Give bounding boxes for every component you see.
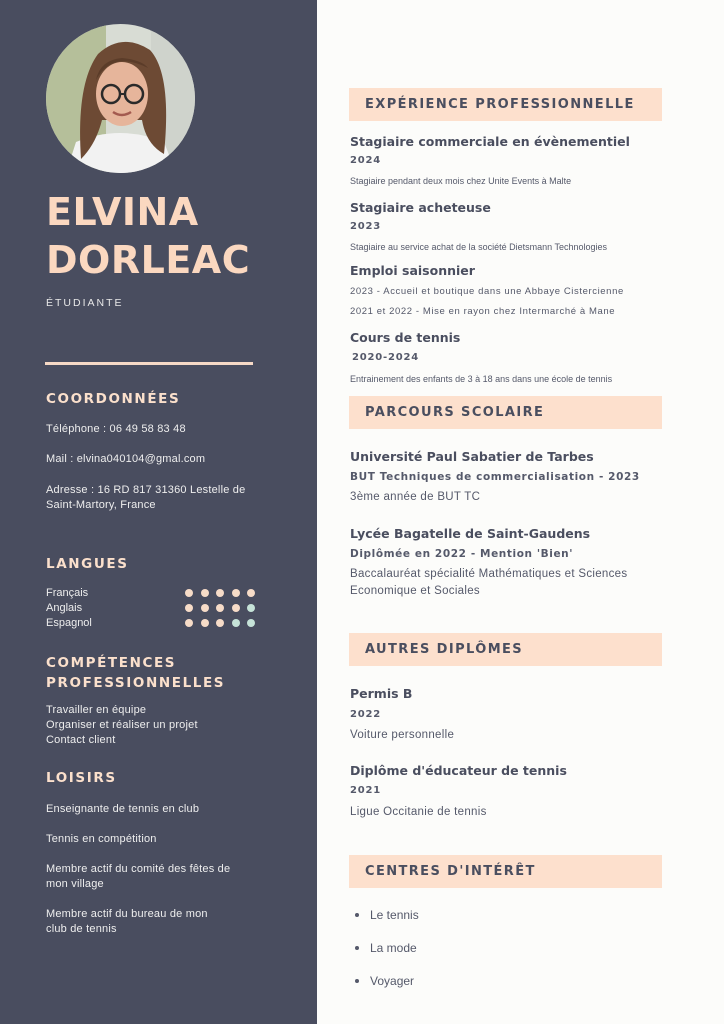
skills-heading-line1: COMPÉTENCES [46, 655, 177, 671]
diploma-desc: Voiture personnelle [350, 729, 455, 741]
level-dot-filled [247, 589, 255, 597]
job-title: Stagiaire acheteuse [350, 200, 491, 215]
school-name: Lycée Bagatelle de Saint-Gaudens [350, 526, 591, 541]
language-label: Français [46, 587, 89, 599]
contact-address-line2: Saint-Martory, France [46, 499, 156, 511]
hobby-item-line1: Membre actif du comité des fêtes de [46, 863, 231, 875]
school-name: Université Paul Sabatier de Tarbes [350, 449, 594, 464]
school-subtitle: BUT Techniques de commercialisation - 2023 [350, 471, 640, 483]
level-dot-filled [216, 604, 224, 612]
language-label: Espagnol [46, 617, 92, 629]
job-desc: Entrainement des enfants de 3 à 18 ans dans une école de tennis [350, 374, 613, 384]
job-desc: 2021 et 2022 - Mise en rayon chez Intermarché à Mane [350, 306, 616, 317]
level-dot-filled [232, 604, 240, 612]
job-year: 2020-2024 [352, 352, 420, 363]
language-row [46, 602, 256, 617]
skills-heading [46, 653, 225, 693]
hobby-item: Enseignante de tennis en club [46, 803, 200, 815]
languages-heading: LANGUES [46, 556, 129, 572]
job-title: Stagiaire commerciale en évènementiel [350, 134, 630, 149]
school-desc: Economique et Sociales [350, 585, 480, 597]
level-dot-filled [232, 589, 240, 597]
job-desc: Stagiaire pendant deux mois chez Unite Events à Malte [350, 176, 572, 186]
level-dot-filled [216, 589, 224, 597]
avatar [46, 24, 195, 173]
hobby-item-line2: club de tennis [46, 923, 117, 935]
sidebar [0, 0, 317, 1024]
first-name: ELVINA [46, 190, 199, 234]
diploma-title: Permis B [350, 686, 413, 701]
hobby-item-line1: Membre actif du bureau de mon [46, 908, 208, 920]
hobby-item-line2: mon village [46, 878, 104, 890]
interest-item: Le tennis [355, 905, 419, 938]
level-dot-filled [185, 619, 193, 627]
level-dot-empty [247, 619, 255, 627]
diploma-year: 2021 [350, 785, 382, 796]
diploma-title: Diplôme d'éducateur de tennis [350, 763, 567, 778]
divider [45, 362, 253, 365]
job-desc: Stagiaire au service achat de la société Dietsmann Technologies [350, 242, 607, 252]
language-level-dots [185, 619, 255, 627]
interests-heading: CENTRES D'INTÉRÊT [365, 864, 536, 879]
hobbies-heading: LOISIRS [46, 770, 117, 786]
contact-email: Mail : elvina040104@gmal.com [46, 453, 206, 465]
hobby-item [46, 862, 230, 892]
job-year: 2023 [350, 221, 382, 232]
profile-photo [46, 24, 195, 173]
skills-heading-line2: PROFESSIONNELLES [46, 675, 226, 691]
level-dot-filled [185, 604, 193, 612]
interest-item: Voyager [355, 971, 419, 1004]
job-year: 2024 [350, 155, 382, 166]
full-name [46, 188, 250, 284]
language-label: Anglais [46, 602, 83, 614]
skill-item: Travailler en équipe [46, 704, 147, 716]
diploma-desc: Ligue Occitanie de tennis [350, 806, 487, 818]
language-row [46, 587, 256, 602]
skill-item: Contact client [46, 734, 116, 746]
language-level-dots [185, 604, 255, 612]
hobby-item [46, 907, 208, 937]
interests-band [349, 855, 662, 888]
diplomas-heading: AUTRES DIPLÔMES [365, 642, 524, 657]
contact-address-line1: Adresse : 16 RD 817 31360 Lestelle de [46, 484, 246, 496]
experience-band [349, 88, 662, 121]
contact-phone: Téléphone : 06 49 58 83 48 [46, 423, 186, 435]
level-dot-filled [201, 604, 209, 612]
experience-heading: EXPÉRIENCE PROFESSIONNELLE [365, 97, 635, 112]
job-desc: 2023 - Accueil et boutique dans une Abbaye Cistercienne [350, 286, 624, 297]
hobby-item: Tennis en compétition [46, 833, 157, 845]
education-band [349, 396, 662, 429]
level-dot-filled [201, 619, 209, 627]
role-label: ÉTUDIANTE [46, 297, 124, 309]
interest-item: La mode [355, 938, 419, 971]
school-subtitle: Diplômée en 2022 - Mention 'Bien' [350, 548, 574, 560]
language-level-dots [185, 589, 255, 597]
level-dot-filled [185, 589, 193, 597]
level-dot-empty [247, 604, 255, 612]
school-desc: 3ème année de BUT TC [350, 491, 481, 503]
diplomas-band [349, 633, 662, 666]
level-dot-empty [232, 619, 240, 627]
level-dot-filled [201, 589, 209, 597]
skill-item: Organiser et réaliser un projet [46, 719, 198, 731]
diploma-year: 2022 [350, 709, 382, 720]
job-title: Cours de tennis [350, 330, 461, 345]
skills-list [46, 703, 198, 748]
contact-address [46, 483, 245, 513]
job-title: Emploi saisonnier [350, 263, 475, 278]
level-dot-filled [216, 619, 224, 627]
language-row [46, 617, 256, 632]
school-desc: Baccalauréat spécialité Mathématiques et Sciences [350, 568, 628, 580]
education-heading: PARCOURS SCOLAIRE [365, 405, 545, 420]
interests-list [355, 905, 419, 1004]
contact-heading: COORDONNÉES [46, 391, 181, 407]
last-name: DORLEAC [46, 238, 251, 282]
